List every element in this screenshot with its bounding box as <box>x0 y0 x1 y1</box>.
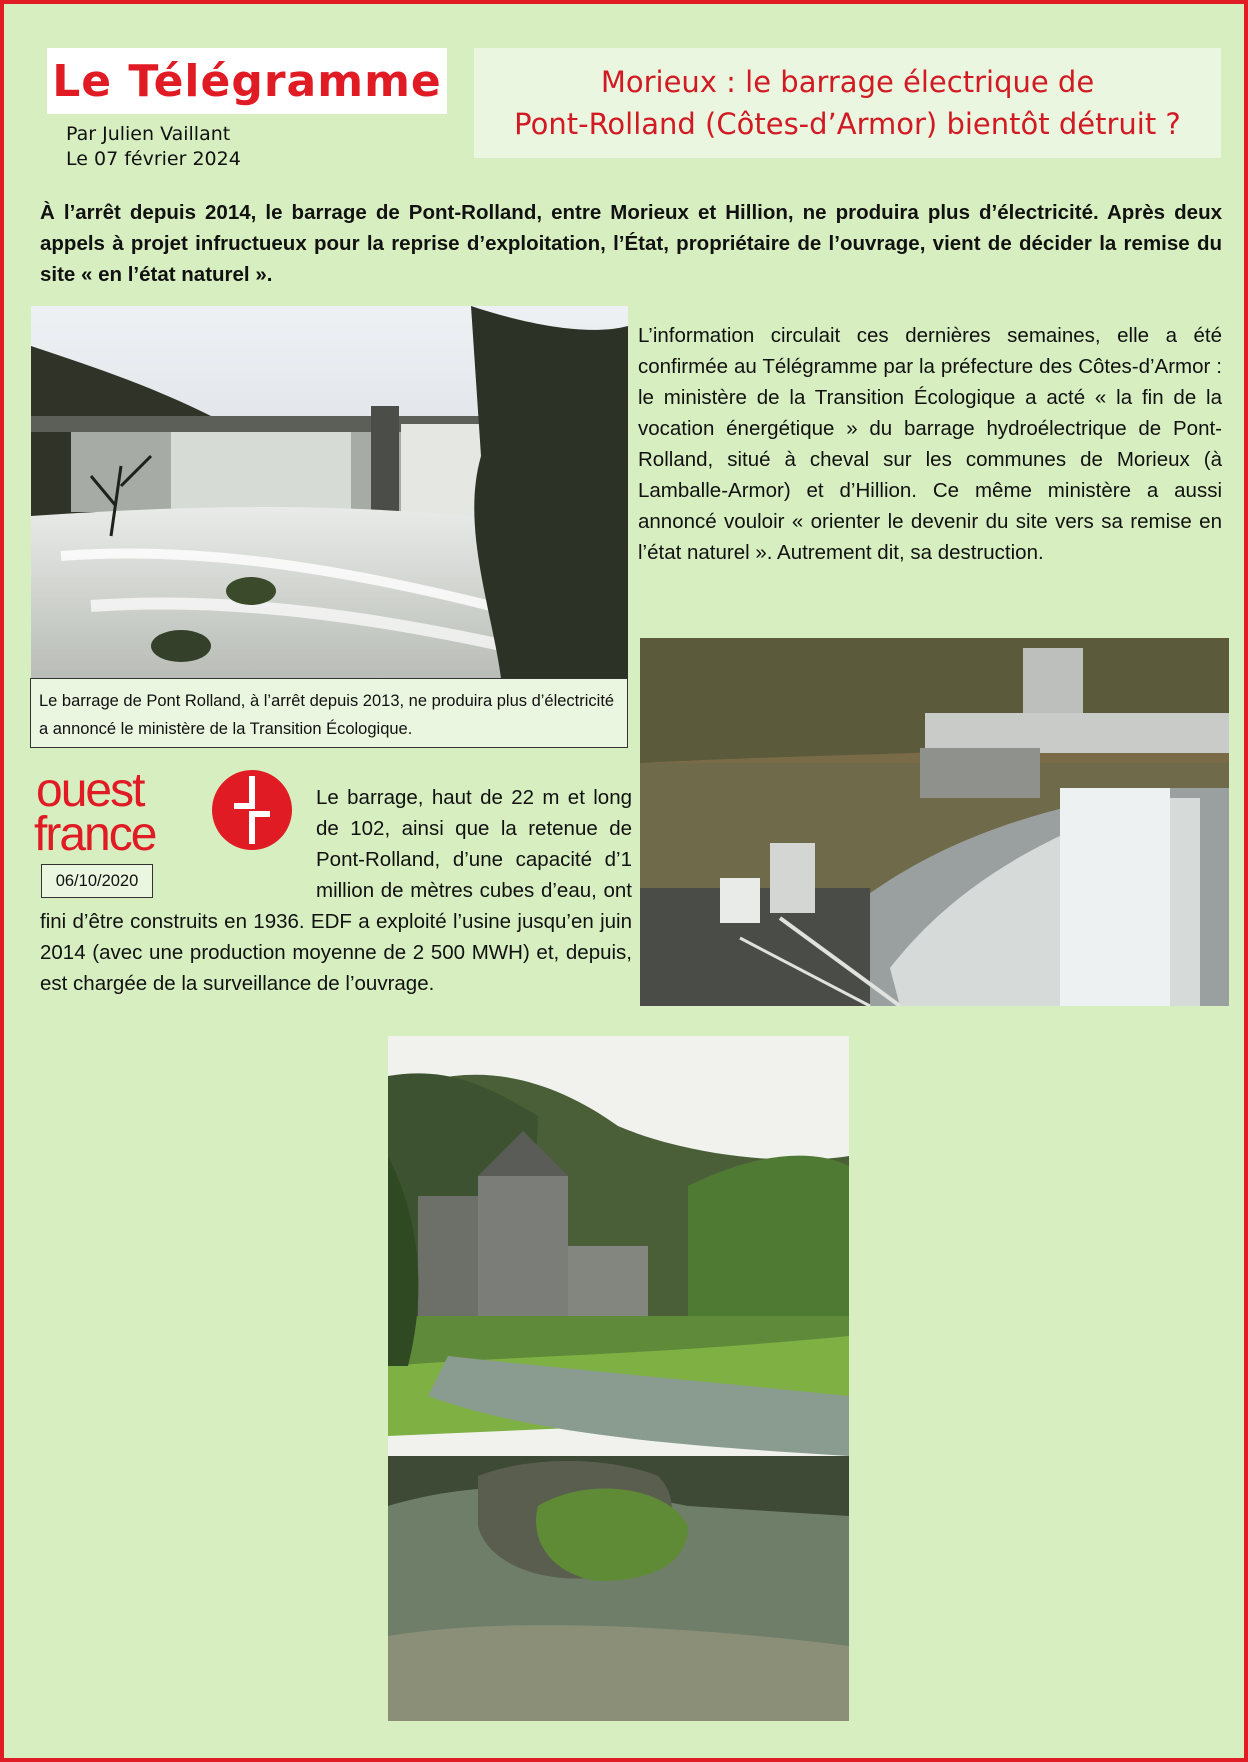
photo-caption: Le barrage de Pont Rolland, à l’arrêt depuis 2013, ne produira plus d’électricité a annoncé le ministère de la Transition Écologique. <box>30 678 628 748</box>
le-telegramme-logo <box>47 48 447 114</box>
article-paragraph-1: L’information circulait ces dernières semaines, elle a été confirmée au Télégramme par la préfecture des Côtes-d’Armor : le ministère de la Transition Écologique a acté « la fin de la vocation énergétique » du barrage hydroélectrique de Pont-Rolland, situé à cheval sur les communes de Morieux (à Lamballe-Armor) et d’Hillion. Ce même ministère a aussi annoncé vouloir « orienter le devenir du site vers sa remise en l’état naturel ». Autrement dit, sa destruction. <box>638 324 1222 564</box>
publish-date: Le 07 février 2024 <box>66 148 241 170</box>
logo-line-france: france <box>34 808 156 852</box>
author: Par Julien Vaillant <box>66 123 231 145</box>
article-paragraph-2: Le barrage, haut de 22 m et long de 102, ainsi que la retenue de Pont-Rolland, d’une capacité d’1 million de mètres cubes d’eau, ont fini d’être construits en 1936. EDF a exploité l’usine jusqu’en juin 2014 (avec une production moyenne de 2 500 MWH) et, depuis, est chargée de la surveillance de l’ouvrage. <box>40 786 632 995</box>
dam-flood-photo <box>31 306 628 678</box>
headline-line-1: Morieux : le barrage électrique de <box>600 65 1095 99</box>
headline-line-2: Pont-Rolland (Côtes-d’Armor) bientôt détruit ? <box>514 107 1181 141</box>
article-paragraph-2-container <box>40 782 632 999</box>
byline <box>66 122 241 172</box>
spillway-photo <box>640 638 1229 1006</box>
ouest-france-date: 06/10/2020 <box>41 864 153 898</box>
logo-text: Le Télégramme <box>52 55 442 107</box>
logo-float-spacer <box>40 782 310 906</box>
power-station-river-photo <box>388 1036 849 1721</box>
headline <box>474 48 1221 158</box>
logo-line-ouest: ouest <box>36 766 144 817</box>
lead-paragraph: À l’arrêt depuis 2014, le barrage de Pont-Rolland, entre Morieux et Hillion, ne produira plus d’électricité. Après deux appels à projet infructueux pour la reprise d’exploitation, l’État, propriétaire de l’ouvrage, vient de décider la remise du site « en l’état naturel ». <box>40 201 1222 286</box>
